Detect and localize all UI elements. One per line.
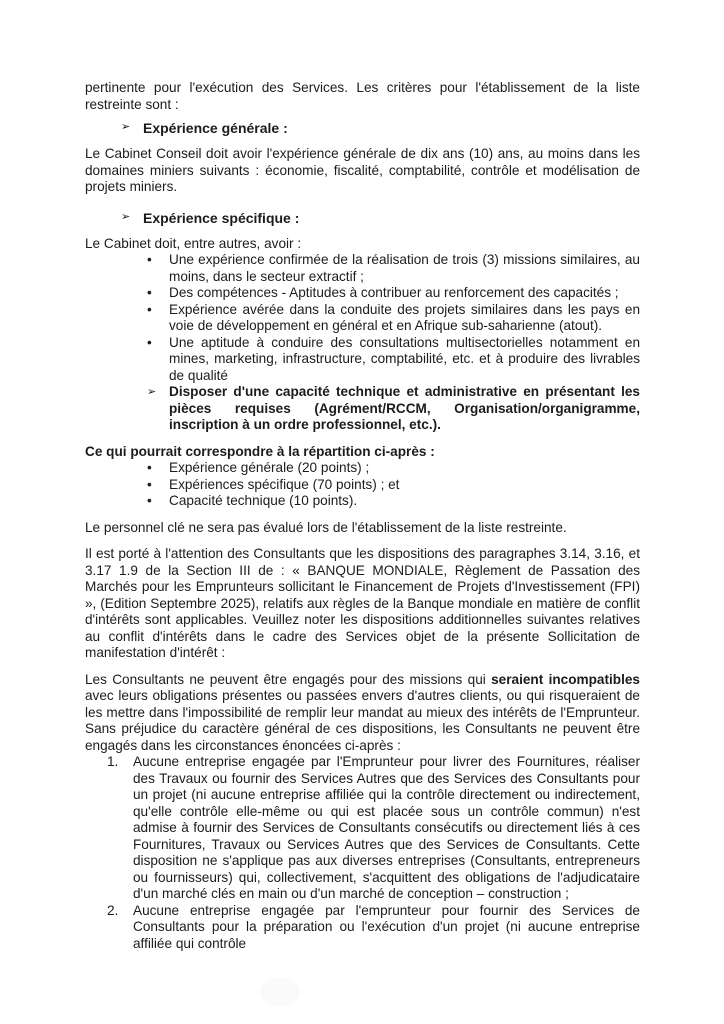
document-page — [85, 80, 640, 952]
scoring-heading: Ce qui pourrait correspondre à la répartition ci-après : — [85, 443, 435, 459]
bullet-icon: • — [147, 285, 152, 300]
list-item: • Une aptitude à conduire des consultations multisectorielles notamment en mines, marketing, infrastructure, comptabilité, etc. et à produire des livrables de qualité — [147, 334, 640, 383]
bullet-icon: • — [147, 460, 152, 475]
list-item: • Capacité technique (10 points). — [147, 493, 358, 508]
key-staff-note: Le personnel clé ne sera pas évalué lors de l'établissement de la liste restreinte. — [85, 519, 567, 535]
bullet-icon: • — [147, 476, 152, 492]
list-item: • Expérience générale (20 points) ; — [147, 460, 370, 475]
specific-experience-heading: ➢ Expérience spécifique : — [121, 209, 300, 226]
capacity-requirement: ➢ Disposer d'une capacité technique et administrative en présentant les pièces requises (Agrément/RCCM, Organisation/organigramme, inscription à un ordre professionnel, etc.). — [147, 384, 640, 432]
general-experience-heading: ➢ Expérience générale : — [121, 120, 288, 136]
specific-experience-list — [85, 252, 640, 384]
bullet-icon: • — [147, 252, 152, 267]
specific-experience-lead: Le Cabinet doit, entre autres, avoir : — [85, 235, 302, 251]
scoring-list — [85, 460, 640, 510]
scan-artifact — [260, 978, 300, 1006]
numbered-item: 1. Aucune entreprise engagée par l'Emprunteur pour livrer des Fournitures, réaliser des Travaux ou fournir des Services Autres que des Services des Consultants pour un projet (ni aucune entreprise affiliée qui la contrôle directement ou indirectement, qu'elle contrôle elle-même ou qui est placée sous un contrôle commun) n'est admise à fournir des Services de Consultants consécutifs ou directement liés à ces Fournitures, Travaux ou Services Autres que des Services de Consultants. Cette disposition ne s'applique pas aux diverses entreprises (Consultants, entrepreneurs ou fournisseurs) qui, collectivement, s'acquittent des obligations de l'adjudicataire d'un marché clés en main ou d'un marché de conception – construction ; — [107, 754, 640, 901]
arrow-bullet-icon: ➢ — [121, 121, 131, 133]
intro-paragraph: pertinente pour l'exécution des Services. Les critères pour l'établissement de la liste restreinte sont : — [85, 80, 640, 112]
bullet-icon: • — [147, 334, 152, 350]
conflict-of-interest-paragraph: Il est porté à l'attention des Consultants que les dispositions des paragraphes 3.14, 3.16, et 3.17 1.9 de la Section III de : « BANQUE MONDIALE, Règlement de Passation des Marchés pour les Emprunteurs sollicitant le Financement de Projets d'Investissement (FPI) », (Edition Septembre 2025), relatifs aux règles de la Banque mondiale en matière de conflit d'intérêts sont applicables. Veuillez noter les dispositions additionnelles suivantes relatives au conflit d'intérêts dans le cadre des Services objet de la présente Sollicitation de manifestation d'intérêt : — [85, 546, 640, 660]
arrow-bullet-icon: ➢ — [121, 210, 131, 223]
bullet-icon: • — [147, 493, 152, 508]
list-item: • Expériences spécifique (70 points) ; et — [147, 476, 400, 492]
bullet-icon: • — [147, 301, 152, 317]
list-item: • Une expérience confirmée de la réalisation de trois (3) missions similaires, au moins, dans le secteur extractif ; — [147, 252, 640, 284]
numbered-item: 2. Aucune entreprise engagée par l'emprunteur pour fournir des Services de Consultants pour la préparation ou l'exécution d'un projet (ni aucune entreprise affiliée qui contrôle — [107, 902, 640, 951]
circumstances-list — [85, 754, 640, 952]
arrow-bullet-icon: ➢ — [147, 386, 157, 398]
general-experience-text: Le Cabinet Conseil doit avoir l'expérience générale de dix ans (10) ans, au moins dans les domaines miniers suivants : économie, fiscalité, comptabilité, contrôle et modélisation de projets miniers. — [85, 146, 640, 194]
list-item: • Expérience avérée dans la conduite des projets similaires dans les pays en voie de développement en général et en Afrique sub-saharienne (atout). — [147, 301, 640, 333]
list-item: • Des compétences - Aptitudes à contribuer au renforcement des capacités ; — [147, 285, 619, 300]
incompatibility-paragraph: Les Consultants ne peuvent être engagés pour des missions qui seraient incompatibles avec leurs obligations présentes ou passées envers d'autres clients, ou qui risqueraient de les mettre dans l'impossibilité de remplir leur mandat au mieux des intérêts de l'Emprunteur. Sans préjudice du caractère général de ces dispositions, les Consultants ne peuvent être engagés dans les circonstances énoncées ci-après : — [85, 671, 640, 753]
